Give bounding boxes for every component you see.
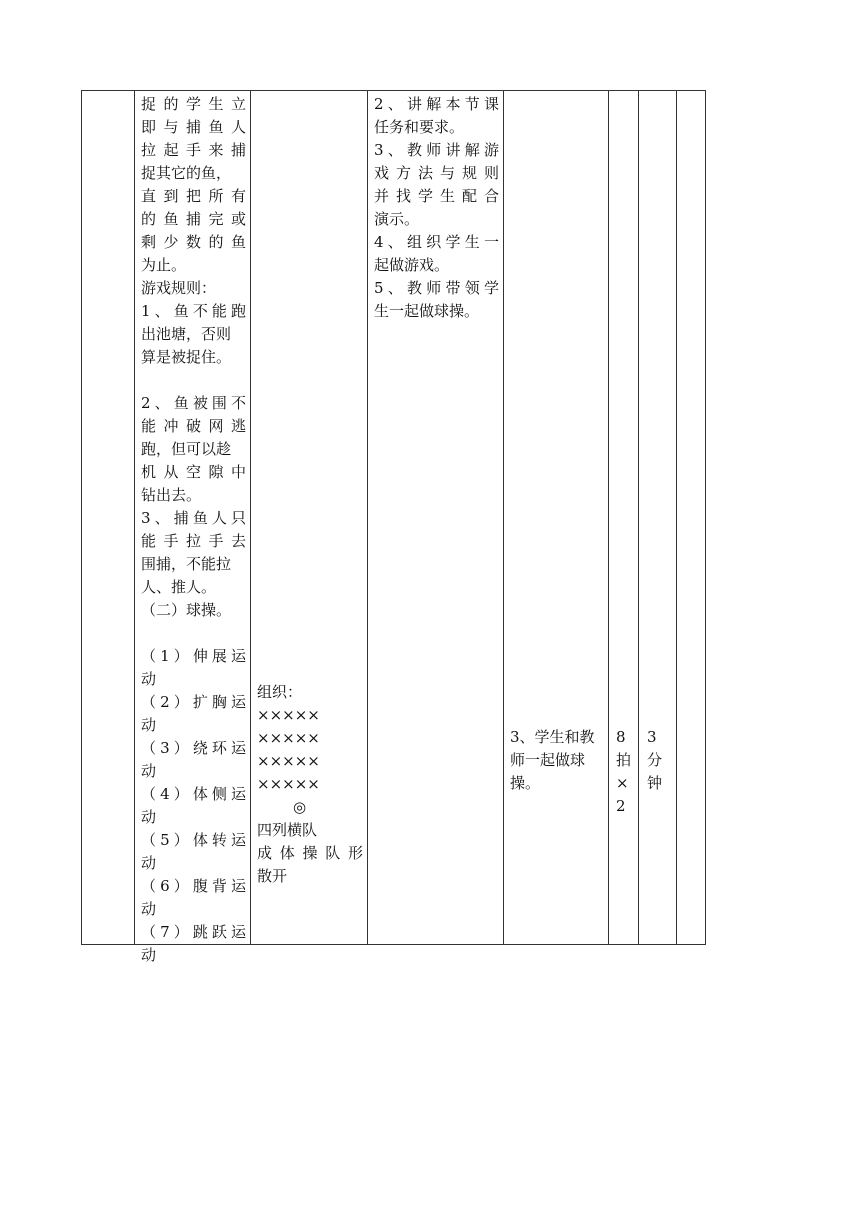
text-line: 2、讲解本节课 <box>374 95 499 113</box>
text-line: 8 <box>616 728 626 746</box>
text-line: 3、捕鱼人只 <box>141 509 246 527</box>
text-line: 2、鱼被围不 <box>141 394 246 412</box>
text-line: 钟 <box>647 774 663 792</box>
intensity-cell <box>677 91 706 945</box>
text-line: 师一起做球 <box>510 751 586 769</box>
table-row <box>82 91 706 945</box>
organization-cell <box>251 91 368 945</box>
text-line: 起做游戏。 <box>374 256 450 274</box>
text-line: 散开 <box>257 867 288 885</box>
organization-label: 组织： <box>257 683 303 701</box>
game-content-cell <box>135 91 251 964</box>
text-line: 算是被捉住。 <box>141 348 232 366</box>
text-line: 动 <box>141 854 157 872</box>
text-line: （2）扩胸运 <box>141 693 246 711</box>
text-line: 能冲破网逃 <box>141 417 246 435</box>
text-line: 能手拉手去 <box>141 532 246 550</box>
text-line: 拉起手来捕 <box>141 141 246 159</box>
teacher-activity-cell <box>368 91 504 945</box>
student-activity-cell <box>504 91 609 945</box>
text-line: 动 <box>141 716 157 734</box>
text-line: （1）伸展运 <box>141 647 246 665</box>
text-line: 跑，但可以趁 <box>141 440 232 458</box>
text-line: （5）体转运 <box>141 831 246 849</box>
text-line: （7）跳跃运 <box>141 923 246 941</box>
text-line: 为止。 <box>141 256 187 274</box>
text-line: 剩少数的鱼 <box>141 233 246 251</box>
text-line: 动 <box>141 946 157 964</box>
formation-row: ××××× <box>257 729 320 747</box>
text-line: 出池塘，否则 <box>141 325 232 343</box>
text-line: 的鱼捕完或 <box>141 210 246 228</box>
formation-row: ××××× <box>257 706 320 724</box>
text-line: 演示。 <box>374 210 420 228</box>
text-line: 动 <box>141 900 157 918</box>
text-line: 游戏规则： <box>141 279 217 297</box>
text-line: 钻出去。 <box>141 486 202 504</box>
text-line: 直到把所有 <box>141 187 246 205</box>
text-line: 2 <box>616 797 626 815</box>
text-line: 捉其它的鱼， <box>141 164 232 182</box>
text-line: 1、鱼不能跑 <box>141 302 246 320</box>
text-line: 机从空隙中 <box>141 463 246 481</box>
text-line: 3、教师讲解游 <box>374 141 499 159</box>
text-line: （6）腹背运 <box>141 877 246 895</box>
text-line: 3 <box>647 728 657 746</box>
text-line: 戏方法与规则 <box>374 164 499 182</box>
count-cell <box>609 91 639 945</box>
text-line: 并找学生配合 <box>374 187 499 205</box>
text-line: 操。 <box>510 774 541 792</box>
time-cell <box>639 91 677 945</box>
formation-row: ××××× <box>257 775 320 793</box>
formation-row: ××××× <box>257 752 320 770</box>
text-line: （4）体侧运 <box>141 785 246 803</box>
text-line: × <box>616 774 629 792</box>
text-line: 4、组织学生一 <box>374 233 499 251</box>
text-line: 四列横队 <box>257 821 318 839</box>
text-line: 人、推人。 <box>141 578 217 596</box>
text-line: 即与捕鱼人 <box>141 118 246 136</box>
text-line: 围捕，不能拉 <box>141 555 232 573</box>
teacher-position-mark: ◎ <box>293 798 307 816</box>
text-line: （二）球操。 <box>141 601 232 619</box>
text-line: 3、学生和教 <box>510 728 595 746</box>
text-line: 拍 <box>616 751 632 769</box>
text-line: 成体操队形 <box>257 844 363 862</box>
text-line: 动 <box>141 762 157 780</box>
text-line: 动 <box>141 808 157 826</box>
text-line: 动 <box>141 670 157 688</box>
text-line: 生一起做球操。 <box>374 302 480 320</box>
text-line: 任务和要求。 <box>374 118 465 136</box>
text-line: 分 <box>647 751 663 769</box>
text-line: 5、教师带领学 <box>374 279 499 297</box>
section-cell <box>82 91 135 945</box>
text-line: 捉的学生立 <box>141 95 246 113</box>
text-line: （3）绕环运 <box>141 739 246 757</box>
lesson-plan-table <box>81 90 706 964</box>
